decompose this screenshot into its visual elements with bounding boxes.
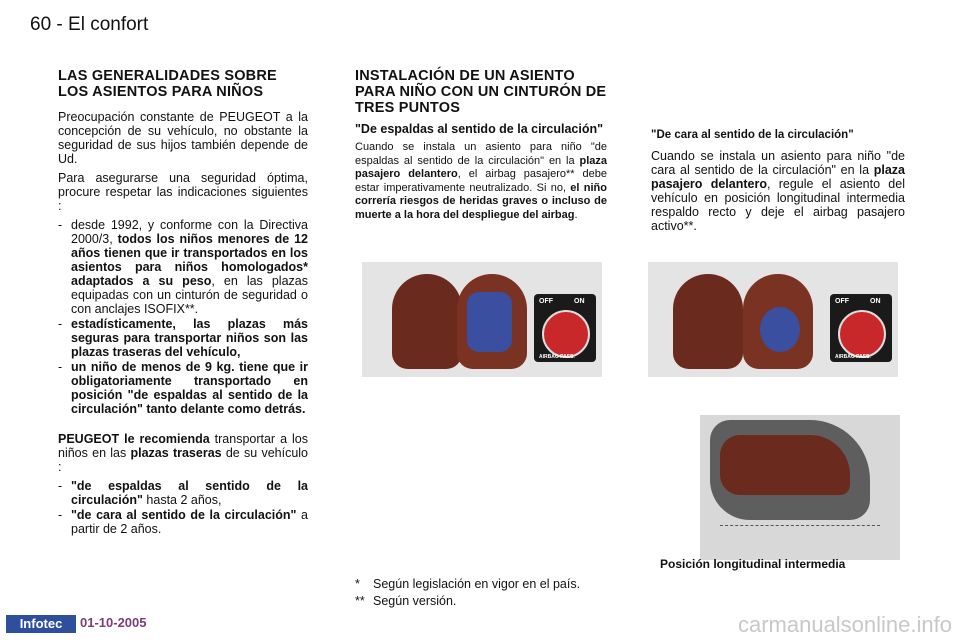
forward-facing-seat-photo	[648, 262, 898, 377]
page-number: 60	[30, 14, 52, 35]
section-title-installation: INSTALACIÓN DE UN ASIENTO PARA NIÑO CON UN CINTURÓN DE TRES PUNTOS	[355, 68, 607, 116]
seat-upholstery-illustration	[720, 435, 850, 495]
middle-column	[355, 68, 607, 227]
header-separator: -	[56, 14, 63, 35]
recommendation-item: - "de espaldas al sentido de la circulación" hasta 2 años,	[58, 479, 308, 507]
airbag-knob-icon	[542, 310, 590, 358]
airbag-knob-icon	[838, 310, 886, 358]
child-seat-illustration	[760, 307, 800, 352]
footnote-version: ** Según versión.	[355, 594, 457, 608]
photo-caption: Posición longitudinal intermedia	[660, 557, 846, 571]
footer-date: 01-10-2005	[80, 615, 147, 630]
child-seat-illustration	[467, 292, 512, 352]
guideline-item: - estadísticamente, las plazas más seguras para transportar niños son las plazas traseras del vehículo,	[58, 317, 308, 359]
chapter-title: El confort	[68, 14, 149, 35]
right-column	[651, 128, 905, 238]
rear-facing-seat-photo	[362, 262, 602, 377]
page-header	[30, 14, 148, 36]
infotec-logo: Infotec	[6, 615, 76, 633]
guidelines-list	[58, 218, 308, 416]
forward-facing-text: Cuando se instala un asiento para niño "de cara al sentido de la circulación" en la plaza pasajero delantero, regule el asiento del vehículo en posición longitudinal intermedia respaldo recto y deje el airbag pasajero activo**.	[651, 149, 905, 233]
section-title-generalities: LAS GENERALIDADES SOBRE LOS ASIENTOS PARA NIÑOS	[58, 68, 277, 100]
watermark: carmanualsonline.info	[737, 612, 952, 637]
rail-position-marker	[720, 525, 880, 527]
seat-rail-photo	[700, 415, 900, 560]
driver-seat-illustration	[392, 274, 462, 369]
footnote-legislation: * Según legislación en vigor en el país.	[355, 577, 581, 591]
guideline-item: - un niño de menos de 9 kg. tiene que ir obligatoriamente transportado en posición "de espaldas al sentido de la circulación" tanto delante como detrás.	[58, 360, 308, 416]
rear-facing-text: Cuando se instala un asiento para niño "de espaldas al sentido de la circulación" en la plaza pasajero delantero, el airbag pasajero** debe estar imperativamente neutralizado. Si no, el niño correría riesgos de heridas graves o incluso de muerte a la hora del despliegue del airbag.	[355, 141, 607, 221]
recommendation-item: - "de cara al sentido de la circulación" a partir de 2 años.	[58, 508, 308, 536]
footnotes	[355, 577, 607, 608]
rear-facing-subtitle: "De espaldas al sentido de la circulación"	[355, 122, 604, 136]
airbag-switch-panel: OFF ON AIRBAG PASS.	[534, 294, 596, 362]
left-column	[58, 68, 308, 537]
intro-paragraph: Preocupación constante de PEUGEOT a la concepción de su vehículo, no obstante la seguridad de sus hijos también depende de Ud.	[58, 110, 308, 166]
guideline-item: - desde 1992, y conforme con la Directiva 2000/3, todos los niños menores de 12 años tienen que ir transportados en los asientos para niños homologados* adaptados a su peso, en las plazas equipadas con un cinturón de seguridad o con anclajes ISOFIX**.	[58, 218, 309, 316]
driver-seat-illustration	[673, 274, 743, 369]
lead-paragraph: Para asegurarse una seguridad óptima, procure respetar las indicaciones siguientes :	[58, 171, 308, 213]
forward-facing-subtitle: "De cara al sentido de la circulación"	[651, 129, 854, 141]
recommendation-paragraph: PEUGEOT le recomienda transportar a los niños en las plazas traseras de su vehículo :	[58, 432, 308, 474]
recommendation-list	[58, 479, 308, 536]
airbag-switch-panel: OFF ON AIRBAG PASS.	[830, 294, 892, 362]
